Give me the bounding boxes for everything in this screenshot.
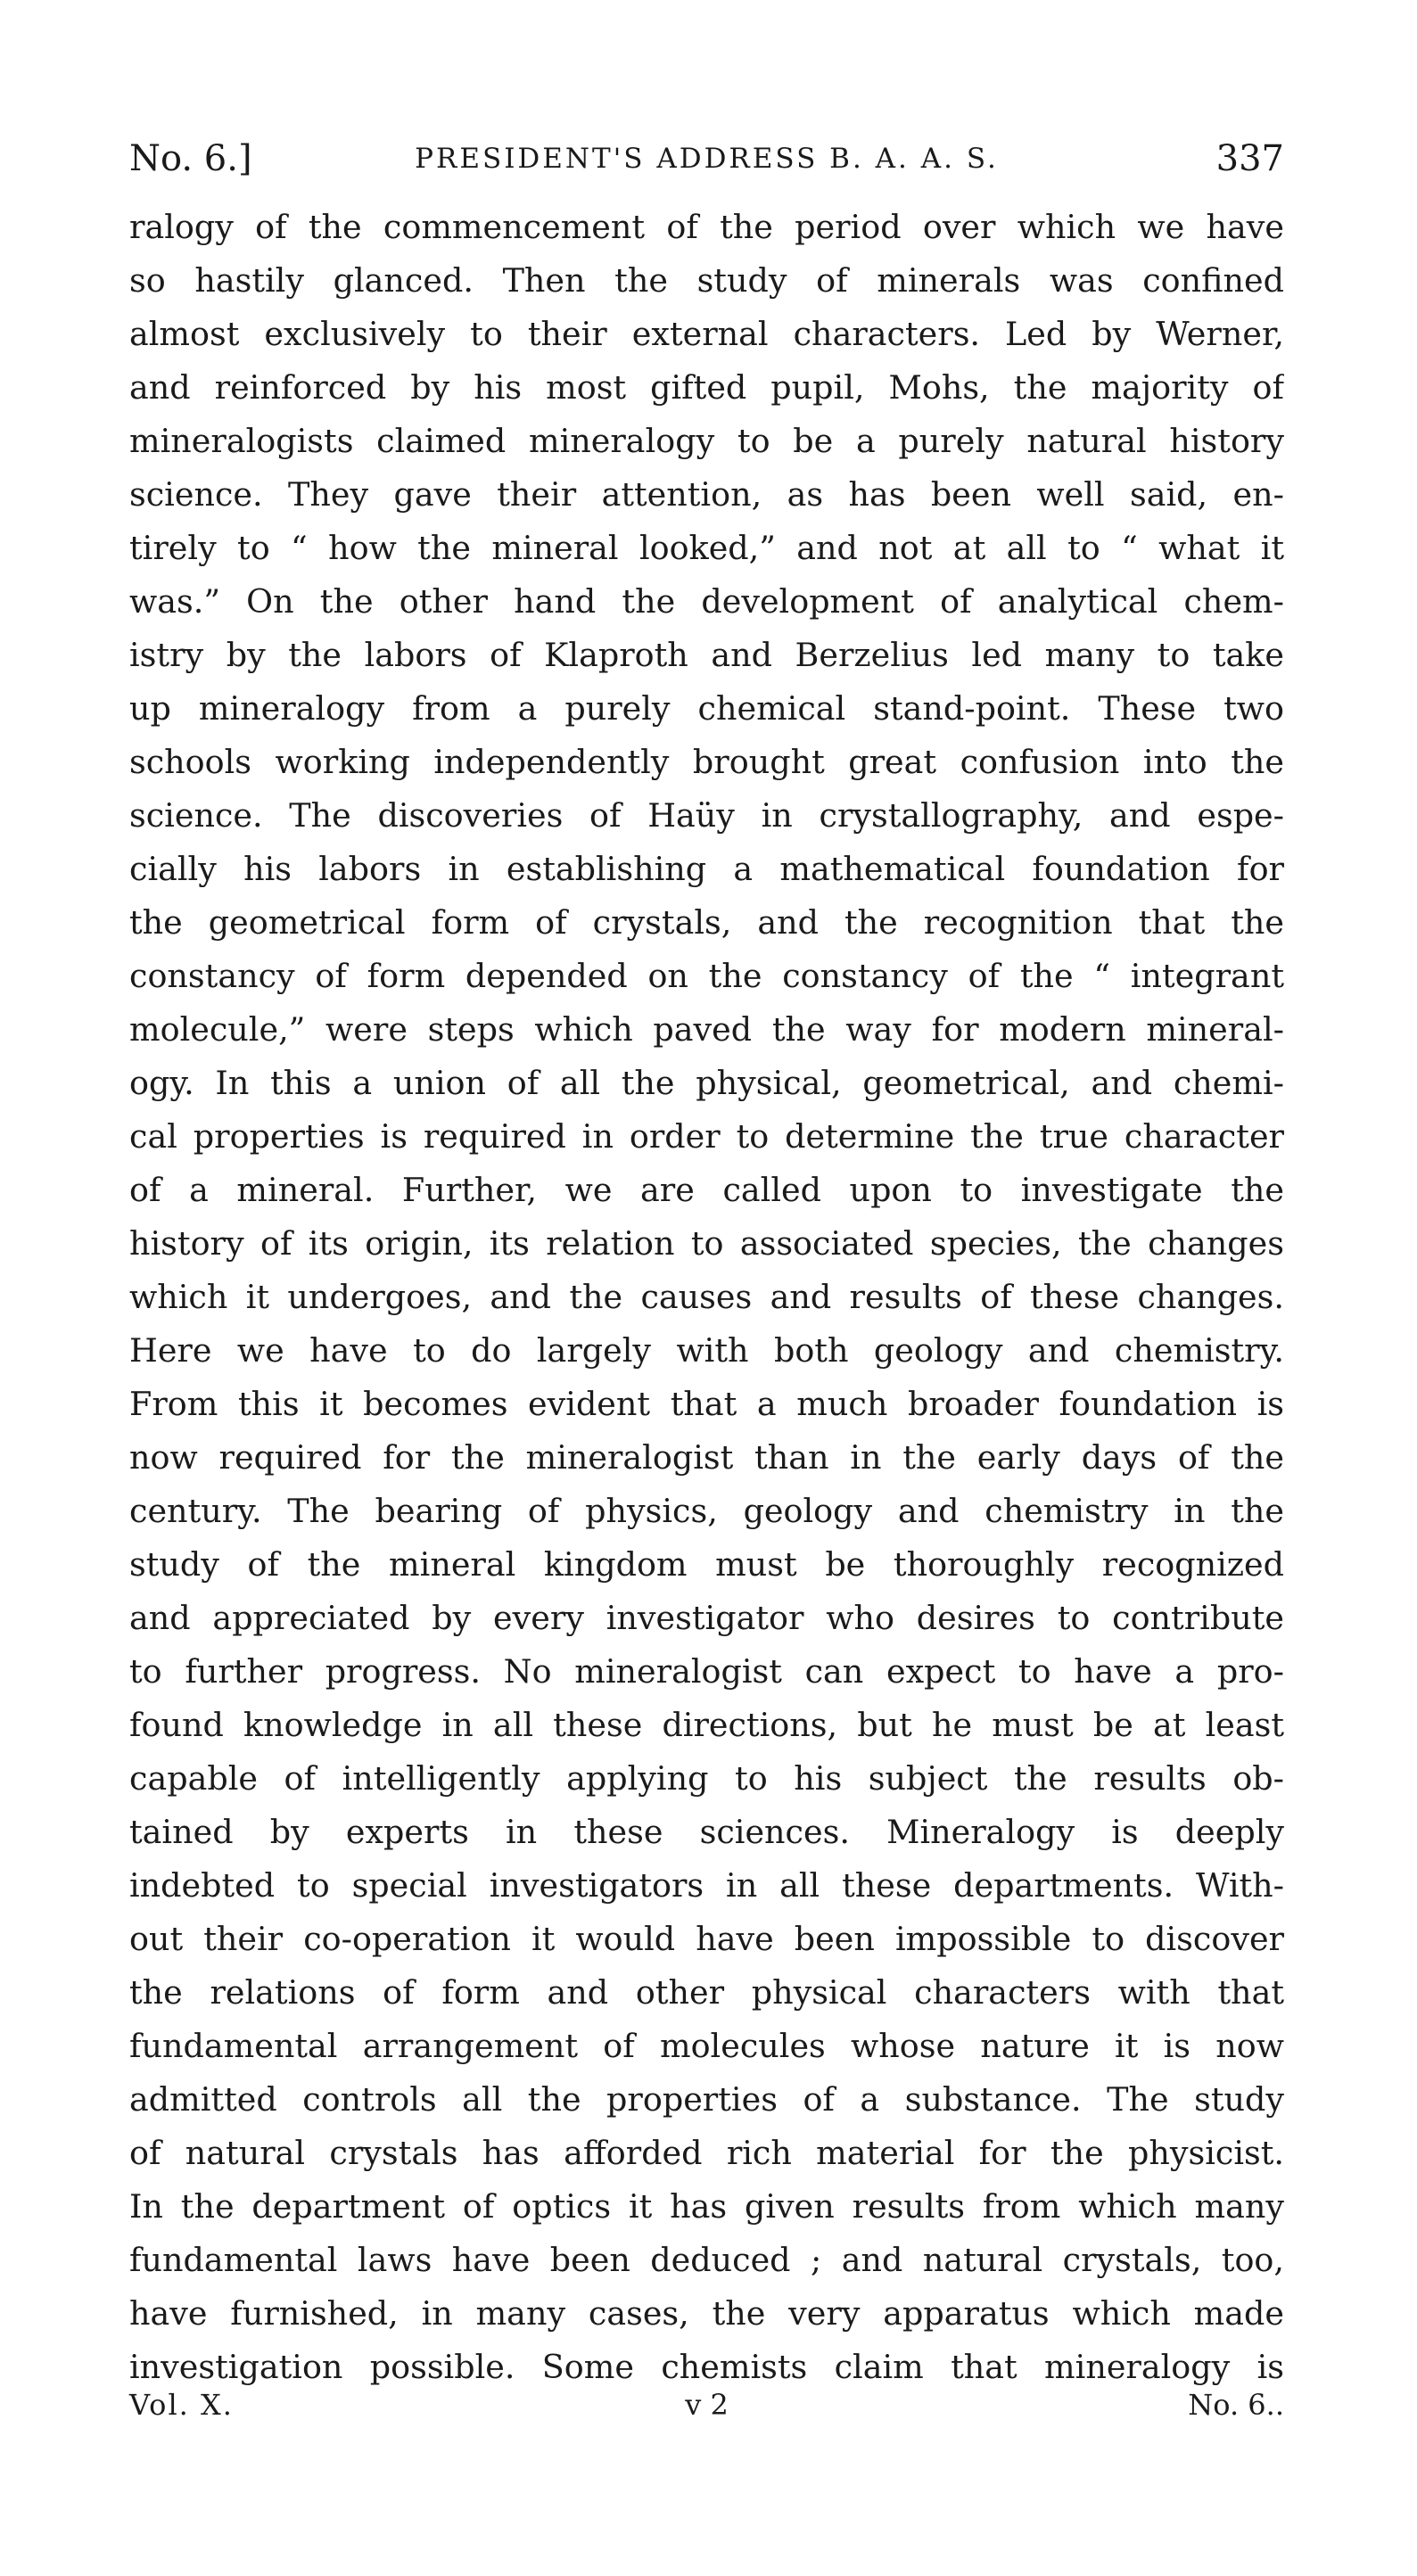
text-line: study of the mineral kingdom must be thoroughly recognized [129,1545,1284,1584]
text-line: the relations of form and other physical characters with that [129,1973,1284,2012]
text-line: fundamental arrangement of molecules whose nature it is now [129,2027,1284,2065]
issue-number: No. 6.] [129,138,252,179]
running-header [129,132,1284,185]
text-line: almost exclusively to their external characters. Led by Werner, [129,315,1284,353]
text-line: out their co-operation it would have been impossible to discover [129,1920,1284,1958]
text-line: the geometrical form of crystals, and the recognition that the [129,903,1284,942]
text-line: admitted controls all the properties of a substance. The study [129,2080,1284,2119]
text-line: ralogy of the commencement of the period over which we have [129,208,1284,246]
text-line: science. They gave their attention, as has been well said, en- [129,475,1284,514]
text-line: investigation possible. Some chemists claim that mineralogy is [129,2348,1284,2386]
text-line: Here we have to do largely with both geology and chemistry. [129,1331,1284,1370]
running-title: PRESIDENT'S ADDRESS B. A. A. S. [415,143,999,175]
text-line: to further progress. No mineralogist can expect to have a pro- [129,1652,1284,1691]
text-line: From this it becomes evident that a much broader foundation is [129,1385,1284,1423]
text-line: found knowledge in all these directions, but he must be at least [129,1706,1284,1744]
text-line: and reinforced by his most gifted pupil, Mohs, the majority of [129,368,1284,407]
text-line: cal properties is required in order to determine the true character [129,1117,1284,1156]
text-line: and appreciated by every investigator who desires to contribute [129,1599,1284,1637]
text-line: constancy of form depended on the constancy of the “ integrant [129,957,1284,995]
volume-label: Vol. X. [129,2388,234,2422]
text-line: was.” On the other hand the development of analytical chem- [129,582,1284,621]
text-line: cially his labors in establishing a mathematical foundation for [129,850,1284,888]
text-line: mineralogists claimed mineralogy to be a purely natural history [129,422,1284,460]
text-line: have furnished, in many cases, the very apparatus which made [129,2294,1284,2333]
page-number: 337 [1215,138,1284,179]
text-line: up mineralogy from a purely chemical stand-point. These two [129,689,1284,728]
text-line: istry by the labors of Klaproth and Berzelius led many to take [129,636,1284,674]
text-line: tirely to “ how the mineral looked,” and not at all to “ what it [129,529,1284,567]
text-line: In the department of optics it has given results from which many [129,2187,1284,2226]
text-line: tained by experts in these sciences. Mineralogy is deeply [129,1813,1284,1851]
signature-mark: v 2 [685,2388,729,2422]
text-line: century. The bearing of physics, geology and chemistry in the [129,1492,1284,1530]
text-line: of a mineral. Further, we are called upon to investigate the [129,1171,1284,1209]
body-text [129,201,1284,2394]
page-footer [129,2383,1284,2427]
text-line: of natural crystals has afforded rich material for the physicist. [129,2134,1284,2172]
text-line: science. The discoveries of Haüy in crystallography, and espe- [129,796,1284,835]
text-line: molecule,” were steps which paved the way for modern mineral- [129,1010,1284,1049]
text-line: fundamental laws have been deduced ; and natural crystals, too, [129,2241,1284,2279]
text-line: history of its origin, its relation to associated species, the changes [129,1224,1284,1263]
text-line: indebted to special investigators in all these departments. With- [129,1866,1284,1905]
footer-issue-number: No. 6.. [1188,2388,1284,2422]
text-line: so hastily glanced. Then the study of minerals was confined [129,261,1284,300]
text-line: which it undergoes, and the causes and results of these changes. [129,1278,1284,1316]
text-line: capable of intelligently applying to his subject the results ob- [129,1759,1284,1798]
text-line: ogy. In this a union of all the physical, geometrical, and chemi- [129,1064,1284,1102]
text-line: now required for the mineralogist than in the early days of the [129,1438,1284,1477]
text-line: schools working independently brought great confusion into the [129,743,1284,781]
